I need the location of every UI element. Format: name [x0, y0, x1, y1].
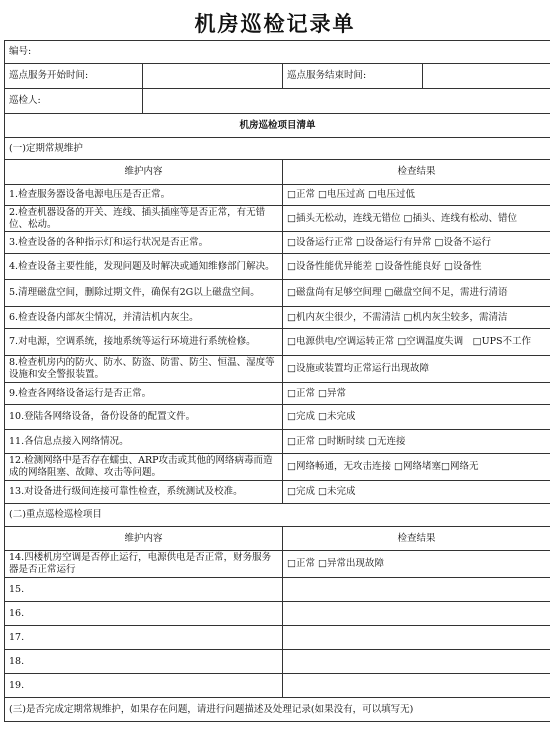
row-content: 10.登陆各网络设备，备份设备的配置文件。 — [5, 405, 283, 430]
row-result[interactable] — [283, 626, 550, 650]
table-row — [5, 405, 550, 430]
end-time-label: 巡点服务结束时间: — [283, 64, 423, 89]
row-content: 9.检查各网络设备运行是否正常。 — [5, 383, 283, 405]
row-content: 12.检测网络中是否存在蠕虫、ARP攻击或其他的网络病毒而造成的网络阻塞、故障、攻击等问题。 — [5, 454, 283, 481]
section2-col-result: 检查结果 — [283, 527, 550, 551]
row-result[interactable]: □正常 □异常出现故障 — [283, 551, 550, 578]
section2-col-content: 维护内容 — [5, 527, 283, 551]
row-result[interactable]: □电源供电/空调运转正常 □空调温度失调 □UPS不工作 — [283, 329, 550, 356]
inspector-label: 巡检人: — [5, 89, 143, 114]
row-result[interactable]: □正常 □电压过高 □电压过低 — [283, 185, 550, 206]
inspector-row — [5, 89, 550, 114]
row-result[interactable]: □磁盘尚有足够空间理 □磁盘空间不足，需进行清语 — [283, 280, 550, 307]
row-content: 19. — [5, 674, 283, 698]
inspection-table — [4, 40, 550, 722]
section1-title-row — [5, 138, 550, 160]
number-row — [5, 41, 550, 64]
row-content: 15. — [5, 578, 283, 602]
start-time-field[interactable] — [143, 64, 283, 89]
table-row — [5, 454, 550, 481]
section2-header-row — [5, 527, 550, 551]
row-result[interactable]: □设备性能优异能差 □设备性能良好 □设备性 — [283, 254, 550, 280]
section1-header-row — [5, 160, 550, 185]
end-time-field[interactable] — [423, 64, 550, 89]
row-result[interactable]: □插头无松动，连线无错位 □插头、连线有松动、错位 — [283, 206, 550, 232]
row-result[interactable]: □设备运行正常 □设备运行有异常 □设备不运行 — [283, 232, 550, 254]
table-row — [5, 481, 550, 504]
table-row — [5, 674, 550, 698]
page-title: 机房巡检记录单 — [194, 11, 356, 36]
row-result[interactable]: □机内灰尘很少，不需清洁 □机内灰尘较多，需清洁 — [283, 307, 550, 329]
table-row — [5, 626, 550, 650]
row-result[interactable] — [283, 674, 550, 698]
table-row — [5, 280, 550, 307]
row-content: 6.检查设备内部灰尘情况，并清洁机内灰尘。 — [5, 307, 283, 329]
row-content: 1.检查服务器设备电源电压是否正常。 — [5, 185, 283, 206]
table-row — [5, 206, 550, 232]
table-row — [5, 650, 550, 674]
row-result[interactable]: □网络畅通，无攻击连接 □网络堵塞□网络无 — [283, 454, 550, 481]
start-time-label: 巡点服务开始时间: — [5, 64, 143, 89]
inspection-sheet — [4, 40, 550, 722]
inspector-field[interactable] — [143, 89, 550, 114]
section2-title-row — [5, 504, 550, 527]
section2-title: (二)重点巡检巡检项目 — [5, 504, 550, 527]
row-result[interactable] — [283, 650, 550, 674]
row-content: 4.检查设备主要性能，发现问题及时解决或通知维修部门解决。 — [5, 254, 283, 280]
row-content: 3.检查设备的各种指示灯和运行状况是否正常。 — [5, 232, 283, 254]
table-row — [5, 232, 550, 254]
row-content: 11.各信息点接入网络情况。 — [5, 430, 283, 454]
table-row — [5, 602, 550, 626]
table-row — [5, 578, 550, 602]
time-row — [5, 64, 550, 89]
row-result[interactable]: □设施或装置均正常运行出现故障 — [283, 356, 550, 383]
row-result[interactable]: □正常 □异常 — [283, 383, 550, 405]
table-row — [5, 551, 550, 578]
row-content: 13.对设备进行级间连接可靠性检查，系统测试及校准。 — [5, 481, 283, 504]
table-row — [5, 329, 550, 356]
table-row — [5, 356, 550, 383]
table-row — [5, 307, 550, 329]
row-content: 18. — [5, 650, 283, 674]
table-row — [5, 383, 550, 405]
table-row — [5, 185, 550, 206]
section1-title: (一)定期常规维护 — [5, 138, 550, 160]
row-result[interactable]: □完成 □未完成 — [283, 405, 550, 430]
row-content: 7.对电源，空调系统，接地系统等运行环境进行系统检修。 — [5, 329, 283, 356]
table-row — [5, 254, 550, 280]
table-row — [5, 430, 550, 454]
row-content: 5.清理磁盘空间，删除过期文件，确保有2G以上磁盘空间。 — [5, 280, 283, 307]
section3-title-row — [5, 698, 550, 722]
row-content: 16. — [5, 602, 283, 626]
row-content: 14.四楼机房空调是否停止运行，电源供电是否正常，财务服务器是否正常运行 — [5, 551, 283, 578]
row-content: 8.检查机房内的防火、防水、防盗、防雷、防尘、恒温、湿度等设施和安全警报装置。 — [5, 356, 283, 383]
list-title: 机房巡检项目清单 — [5, 114, 550, 138]
section3-title: (三)是否完成定期常规维护，如果存在问题，请进行问题描述及处理记录(如果没有，可以填写无) — [5, 698, 550, 722]
section1-col-content: 维护内容 — [5, 160, 283, 185]
number-label: 编号: — [5, 41, 550, 64]
row-result[interactable]: □正常 □时断时续 □无连接 — [283, 430, 550, 454]
row-result[interactable] — [283, 602, 550, 626]
row-content: 17. — [5, 626, 283, 650]
list-title-row — [5, 114, 550, 138]
row-result[interactable]: □完成 □未完成 — [283, 481, 550, 504]
row-result[interactable] — [283, 578, 550, 602]
section1-col-result: 检查结果 — [283, 160, 550, 185]
row-content: 2.检查机器设备的开关、连线、插头插座等是否正常，有无错位、松动。 — [5, 206, 283, 232]
